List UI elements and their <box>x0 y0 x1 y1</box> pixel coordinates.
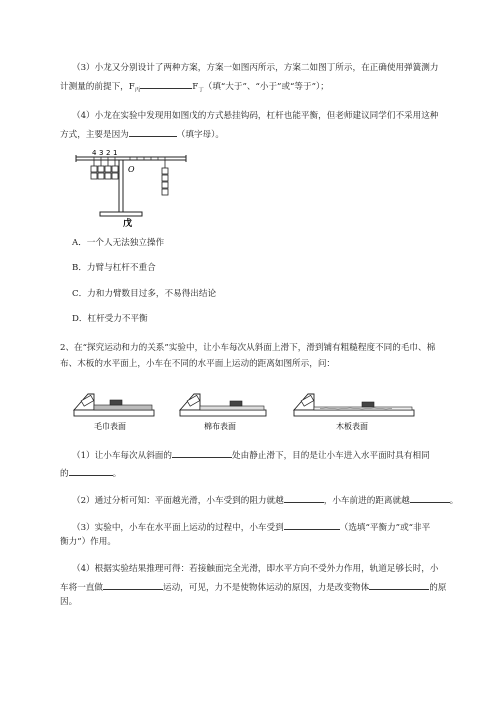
q2-p2-line <box>72 493 458 507</box>
q2-p1-text-d: 。 <box>112 469 122 479</box>
weights-right <box>162 160 168 195</box>
q2-p2-blank1[interactable] <box>284 493 324 503</box>
lever-stand <box>119 160 123 212</box>
q2-p4-text-c: 的原 <box>429 583 447 593</box>
q1-part3-line1: （3）小龙又分别设计了两种方案，方案一如图丙所示，方案二如图丁所示，在正确使用弹簧测力 <box>72 63 439 73</box>
option-d: D．杠杆受力不平衡 <box>72 314 148 324</box>
q2-intro-line2: 布、木板的水平面上，小车在不同的水平面上运动的距离如图所示，问： <box>60 359 336 369</box>
q2-p4-line2 <box>60 580 446 594</box>
scale-label: 1 <box>113 149 118 157</box>
surface-label: 木板表面 <box>336 422 368 431</box>
q2-p1-text-a: （1）让小车每次从斜面的 <box>72 451 172 461</box>
pivot-label: O <box>128 165 135 174</box>
q2-p4-line3: 因。 <box>60 597 78 607</box>
q2-p1-text-b: 处由静止滑下，目的是让小车进入水平面时具有相同 <box>232 451 430 461</box>
q1-part4-answer-blank[interactable] <box>129 127 177 137</box>
q2-p4-blank2[interactable] <box>369 580 429 590</box>
q1-part4-text-a: 方式，主要是因为 <box>60 130 129 140</box>
q2-p3-line1 <box>72 520 430 534</box>
q1-part4-line2 <box>60 127 224 141</box>
q2-p4-blank1[interactable] <box>103 580 163 590</box>
q2-p1-blank2[interactable] <box>69 466 113 476</box>
scale-label: 4 <box>92 149 97 157</box>
surfaces-figure <box>70 386 440 432</box>
weights-left <box>91 160 118 179</box>
q1-part3-line2 <box>60 79 329 97</box>
q2-p2-text-c: 。 <box>449 496 459 506</box>
q1-part3-text-c: （填“大于”、“小于”或“等于”）； <box>203 82 329 92</box>
option-b: B．力臂与杠杆不重合 <box>72 263 156 273</box>
q2-p4-text-a: 车将一直做 <box>60 583 103 593</box>
option-c: C．力和力臂数目过多，不易得出结论 <box>72 289 217 299</box>
q2-p3-blank[interactable] <box>284 520 340 530</box>
q2-p3-text-a: （3）实验中，小车在水平面上运动的过程中，小车受到 <box>72 523 284 533</box>
wood-panel <box>294 394 414 431</box>
q1-part3-answer-blank[interactable] <box>140 79 192 89</box>
figure-caption: 戊 <box>123 219 133 228</box>
q1-part3-text-a: 计测量的前提下，F <box>60 82 135 92</box>
q2-p3-line2: 衡力”）作用。 <box>60 537 116 547</box>
lever-figure <box>68 146 194 228</box>
q1-part3-sub1: 丙 <box>134 87 141 94</box>
q2-p4-text-b: 运动，可见，力不是使物体运动的原因，力是改变物体 <box>162 583 370 593</box>
option-a: A．一个人无法独立操作 <box>72 238 165 248</box>
q2-p2-text-b: ，小车前进的距离就越 <box>323 496 410 506</box>
q2-p2-blank2[interactable] <box>410 493 450 503</box>
cotton-panel <box>180 394 266 431</box>
q2-p4-line1: （4）根据实验结果推理可得：若接触面完全光滑，即水平方向不受外力作用，轨道足够长时，小 <box>72 564 439 574</box>
q2-intro-line1: 2、在“探究运动和力的关系”实验中，让小车每次从斜面上滑下，滑到铺有粗糙程度不同的毛巾、棉 <box>60 343 436 353</box>
q2-p3-text-b: （选填“平衡力”或“非平 <box>339 523 431 533</box>
q1-part4-text-b: （填字母）。 <box>176 130 225 140</box>
scale-label: 2 <box>106 149 111 157</box>
q2-p1-text-c: 的 <box>60 469 69 479</box>
q2-p2-text-a: （2）通过分析可知：平面越光滑，小车受到的阻力就越 <box>72 496 284 506</box>
q1-part3-text-b: F <box>192 82 199 92</box>
scale-label: 3 <box>99 149 104 157</box>
lever-bar <box>76 157 186 160</box>
surface-label: 棉布表面 <box>204 422 236 431</box>
surface-label: 毛巾表面 <box>94 422 126 431</box>
lever-base <box>100 212 142 216</box>
q2-p1-line2 <box>60 466 121 480</box>
q2-p1-blank1[interactable] <box>172 448 232 458</box>
q1-part3-sub2: 丁 <box>198 87 204 94</box>
q1-part4-line1: （4）小龙在实验中发现用如图戊的方式悬挂钩码，杠杆也能平衡，但老师建议同学们不采用这种 <box>72 111 439 121</box>
q2-p1-line1 <box>72 448 430 462</box>
towel-panel <box>74 394 154 431</box>
